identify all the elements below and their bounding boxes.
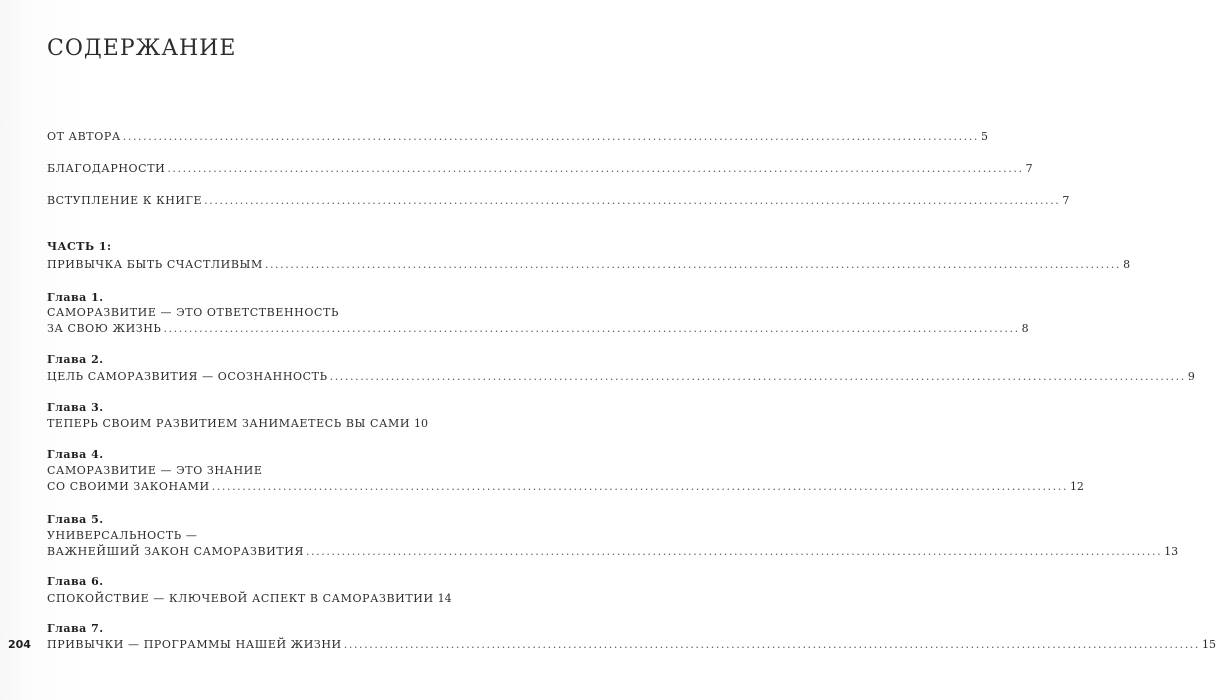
- toc-entry-part-1: [47, 258, 1131, 272]
- toc-entry-chapter-7: [47, 638, 1216, 652]
- toc-entry-label: СО СВОИМИ ЗАКОНАМИ: [47, 480, 210, 493]
- toc-entry-chapter-6: [47, 592, 452, 606]
- leader-dots: [204, 194, 1060, 208]
- toc-entry-label: ТЕПЕРЬ СВОИМ РАЗВИТИЕМ ЗАНИМАЕТЕСЬ ВЫ САМИ: [47, 417, 411, 430]
- chapter-heading: Глава 6.: [47, 575, 104, 588]
- chapter-heading: Глава 4.: [47, 448, 104, 461]
- toc-entry-label: ЗА СВОЮ ЖИЗНЬ: [47, 322, 162, 335]
- toc-entry-label: ВАЖНЕЙШИЙ ЗАКОН САМОРАЗВИТИЯ: [47, 545, 304, 558]
- toc-entry-label: ЦЕЛЬ САМОРАЗВИТИЯ — ОСОЗНАННОСТЬ: [47, 370, 328, 383]
- leader-dots: [212, 480, 1068, 494]
- toc-entry-chapter-2: [47, 370, 1195, 384]
- toc-entry-from-author: [47, 130, 988, 144]
- leader-dots: [330, 370, 1186, 384]
- toc-entry-chapter-3: [47, 417, 429, 431]
- leader-dots: [265, 258, 1121, 272]
- toc-entry-chapter-1: [47, 322, 1029, 336]
- toc-entry-page: 9: [1187, 370, 1195, 383]
- page-number: 204: [8, 638, 31, 651]
- toc-entry-page: 12: [1069, 480, 1084, 493]
- leader-dots: [163, 322, 1019, 336]
- toc-entry-label: ОТ АВТОРА: [47, 130, 121, 143]
- toc-entry-page: 8: [1123, 258, 1131, 271]
- leader-dots: [306, 545, 1162, 559]
- toc-entry-label: УНИВЕРСАЛЬНОСТЬ —: [47, 529, 198, 542]
- toc-entry-label: ПРИВЫЧКА БЫТЬ СЧАСТЛИВЫМ: [47, 258, 263, 271]
- toc-entry-label: БЛАГОДАРНОСТИ: [47, 162, 166, 175]
- toc-entry-label: САМОРАЗВИТИЕ — ЭТО ЗНАНИЕ: [47, 464, 263, 477]
- chapter-heading: Глава 1.: [47, 291, 104, 304]
- toc-entry-label: САМОРАЗВИТИЕ — ЭТО ОТВЕТСТВЕННОСТЬ: [47, 306, 339, 319]
- toc-entry-label: ПРИВЫЧКИ — ПРОГРАММЫ НАШЕЙ ЖИЗНИ: [47, 638, 342, 651]
- toc-entry-page: 8: [1021, 322, 1029, 335]
- toc-entry-page: 7: [1025, 162, 1033, 175]
- chapter-heading: Глава 2.: [47, 353, 104, 366]
- toc-entry-label: СПОКОЙСТВИЕ — КЛЮЧЕВОЙ АСПЕКТ В САМОРАЗВИТИИ: [47, 592, 434, 605]
- toc-entry-label: ВСТУПЛЕНИЕ К КНИГЕ: [47, 194, 203, 207]
- toc-entry-page: 7: [1062, 194, 1070, 207]
- leader-dots: [167, 162, 1023, 176]
- toc-entry-page: 5: [981, 130, 988, 143]
- toc-entry-introduction: [47, 194, 1070, 208]
- chapter-heading: Глава 3.: [47, 401, 104, 414]
- leader-dots: [344, 638, 1200, 652]
- toc-entry-page: 15: [1202, 638, 1216, 651]
- toc-entry-page: 13: [1164, 545, 1179, 558]
- page-title: СОДЕРЖАНИЕ: [47, 36, 237, 61]
- leader-dots: [123, 130, 979, 144]
- toc-entry-acknowledgements: [47, 162, 1033, 176]
- chapter-heading: Глава 7.: [47, 622, 104, 635]
- part-heading: ЧАСТЬ 1:: [47, 240, 112, 253]
- toc-entry-chapter-4: [47, 480, 1084, 494]
- toc-entry-page: 14: [437, 592, 452, 605]
- chapter-heading: Глава 5.: [47, 513, 104, 526]
- toc-entry-page: 10: [414, 417, 429, 430]
- toc-entry-chapter-5: [47, 545, 1179, 559]
